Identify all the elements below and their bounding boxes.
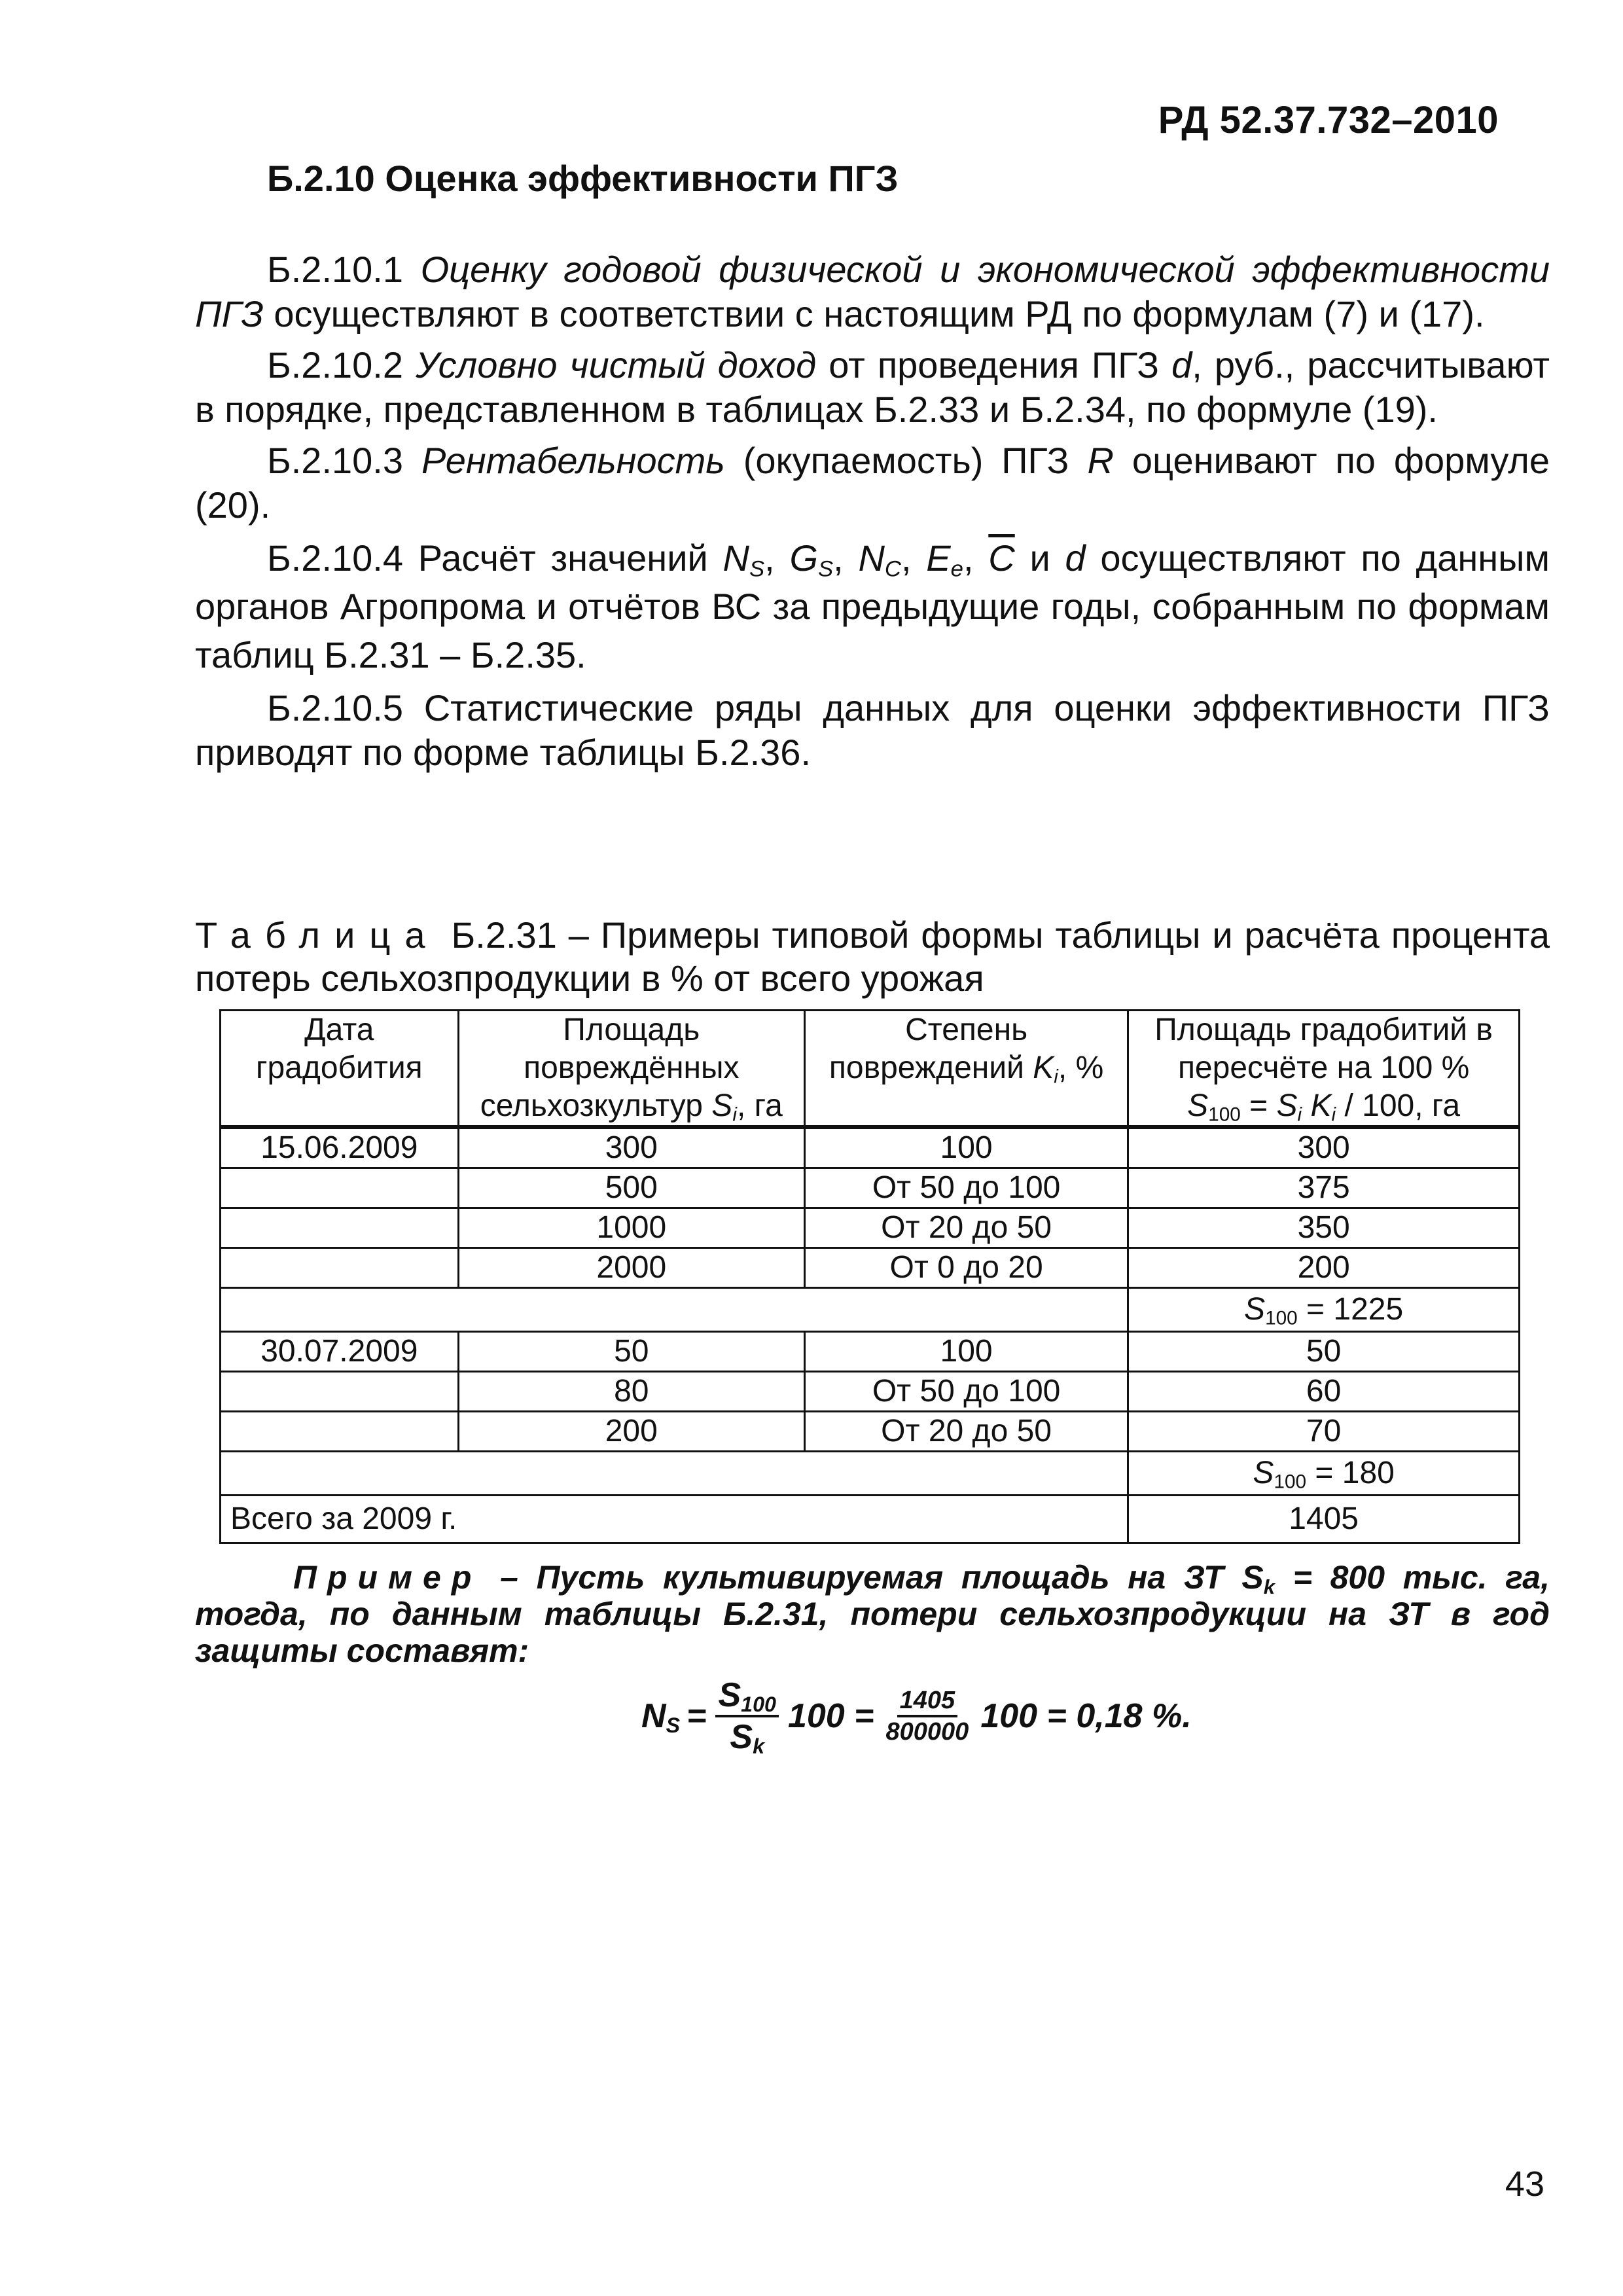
cell-total: 60 (1128, 1372, 1520, 1412)
cell-degree: От 20 до 50 (804, 1412, 1128, 1452)
cell-area: 500 (458, 1168, 804, 1208)
example-note (195, 1559, 1550, 1669)
clause-number: Б.2.10.3 (267, 440, 404, 481)
example-text: = 800 тыс. га, тогда, по данным таблицы Б.2.31, потери сельхозпродукции на ЗТ в год защиты составят: (195, 1559, 1550, 1669)
cell-date (221, 1372, 459, 1412)
table-caption-text: Б.2.31 – Примеры типовой формы таблицы и расчёта процента потерь сельхозпродукции в % от всего урожая (195, 914, 1550, 999)
cell-total: 350 (1128, 1208, 1520, 1248)
cell-total: 375 (1128, 1168, 1520, 1208)
cell-date: 15.06.2009 (221, 1127, 459, 1168)
variable-ns: $N_S$ (722, 537, 765, 582)
cell-degree: От 0 до 20 (804, 1248, 1128, 1288)
variable-c-bar: $\overline{C}$ (988, 537, 1015, 579)
paragraph-text: , руб., рассчитывают в порядке, представленном в таблицах Б.2.33 и Б.2.34, по формуле (19). (195, 344, 1550, 430)
paragraph-b2103 (195, 439, 1550, 528)
page-number: 43 (1505, 2164, 1544, 2204)
cell-area: 2000 (458, 1248, 804, 1288)
cell-date (221, 1168, 459, 1208)
cell-total: 70 (1128, 1412, 1520, 1452)
formula-lhs: $N_S$ (641, 1697, 681, 1738)
paragraph-b2102 (195, 343, 1550, 432)
cell-degree: 100 (804, 1127, 1128, 1168)
paragraph-b2101 (195, 247, 1550, 336)
example-label: Пример (293, 1559, 482, 1596)
grand-total-label: Всего за 2009 г. (221, 1496, 1128, 1543)
cell-degree: От 20 до 50 (804, 1208, 1128, 1248)
variable-sk: $S_k$ (1241, 1559, 1275, 1598)
subtotal-spacer (221, 1452, 1128, 1496)
cell-area: 300 (458, 1127, 804, 1168)
paragraph-b2104: Б.2.10.4 Расчёт значений $N_S$, $G_S$, $N_C$, $E_e$, $\overline{C}$ и d осуществляют по данным органов Агропрома и отчётов ВС за предыдущие годы, собранным по формам таблиц Б.2.31 – Б.2.35. (195, 537, 1550, 675)
variable-ee: $E_e$ (926, 537, 963, 582)
paragraph-text: и (1029, 537, 1050, 579)
table-header-row (221, 1011, 1520, 1128)
variable-nc: $N_C$ (858, 537, 901, 582)
subtotal-row (221, 1288, 1520, 1332)
variable-gs: $G_S$ (789, 537, 834, 582)
formula-text: 100 = (787, 1697, 874, 1735)
paragraph-text: осуществляют в соответствии с настоящим РД по формулам (7) и (17). (274, 293, 1485, 334)
formula-numeric-fraction: $\frac{1405}{800000}$ (885, 1687, 969, 1746)
cell-area: 1000 (458, 1208, 804, 1248)
table-row (221, 1127, 1520, 1168)
variable-d: d (1065, 537, 1086, 579)
italic-term: Оценку годовой физической и экономической эффективности ПГЗ (195, 249, 1550, 334)
italic-term: Рентабельность (421, 440, 725, 481)
subtotal-spacer (221, 1288, 1128, 1332)
header-area-recalculated: Площадь градобитий в пересчёте на 100 % $S_{100} = S_i$ $K_i / 100$, га (1128, 1011, 1520, 1128)
table-row (221, 1248, 1520, 1288)
paragraph-text: (окупаемость) ПГЗ (743, 440, 1069, 481)
cell-date (221, 1208, 459, 1248)
variable-r: R (1087, 440, 1114, 481)
table-caption-label: Таблица (195, 914, 440, 956)
cell-subtotal: $S_{100} = 180$ (1128, 1452, 1520, 1496)
table-row (221, 1332, 1520, 1372)
cell-degree: 100 (804, 1332, 1128, 1372)
paragraph-b2105: Б.2.10.5 Статистические ряды данных для оценки эффективности ПГЗ приводят по форме таблицы Б.2.36. (195, 687, 1550, 773)
table-row (221, 1372, 1520, 1412)
loss-formula (641, 1676, 1192, 1757)
italic-term: Условно чистый доход (416, 344, 817, 386)
cell-area: 50 (458, 1332, 804, 1372)
table-row (221, 1168, 1520, 1208)
table-caption (195, 914, 1550, 1000)
paragraph-text: оценивают по формуле (20). (195, 440, 1550, 526)
cell-degree: От 50 до 100 (804, 1372, 1128, 1412)
header-damage-degree: Степень повреждений $K_i$, % (804, 1011, 1128, 1128)
cell-area: 200 (458, 1412, 804, 1452)
cell-date (221, 1412, 459, 1452)
table-row (221, 1412, 1520, 1452)
cell-area: 80 (458, 1372, 804, 1412)
cell-total: 50 (1128, 1332, 1520, 1372)
cell-total: 300 (1128, 1127, 1520, 1168)
header-date: Дата градобития (221, 1011, 459, 1128)
subtotal-row (221, 1452, 1520, 1496)
grand-total-row (221, 1496, 1520, 1543)
cell-date (221, 1248, 459, 1288)
paragraph-text: Б.2.10.4 Расчёт значений (267, 537, 708, 579)
paragraph-text: от проведения ПГЗ (829, 344, 1160, 386)
table-row (221, 1208, 1520, 1248)
section-title: Б.2.10 Оценка эффективности ПГЗ (267, 158, 899, 199)
cell-date: 30.07.2009 (221, 1332, 459, 1372)
cell-total: 200 (1128, 1248, 1520, 1288)
document-code: РД 52.37.732–2010 (1158, 99, 1499, 141)
paragraph-text: осуществляют по данным органов Агропрома и отчётов ВС за предыдущие годы, собранным по формам таблиц Б.2.31 – Б.2.35. (195, 537, 1550, 675)
variable-d: d (1171, 344, 1192, 386)
header-damaged-area: Площадь повреждённых сельхозкультур $S_i$, га (458, 1011, 804, 1128)
hail-loss-table (219, 1009, 1520, 1544)
clause-number: Б.2.10.2 (267, 344, 404, 386)
formula-equals: = (687, 1697, 707, 1735)
body-paragraphs (195, 247, 1550, 775)
example-text: – Пусть культивируемая площадь на ЗТ (500, 1559, 1224, 1596)
cell-subtotal: $S_{100} = 1225$ (1128, 1288, 1520, 1332)
cell-degree: От 50 до 100 (804, 1168, 1128, 1208)
formula-result: 100 = 0,18 %. (980, 1697, 1192, 1735)
clause-number: Б.2.10.1 (267, 249, 404, 290)
formula-fraction: $\frac{S_{100}}{S_k}$ (715, 1676, 778, 1757)
grand-total-value: 1405 (1128, 1496, 1520, 1543)
